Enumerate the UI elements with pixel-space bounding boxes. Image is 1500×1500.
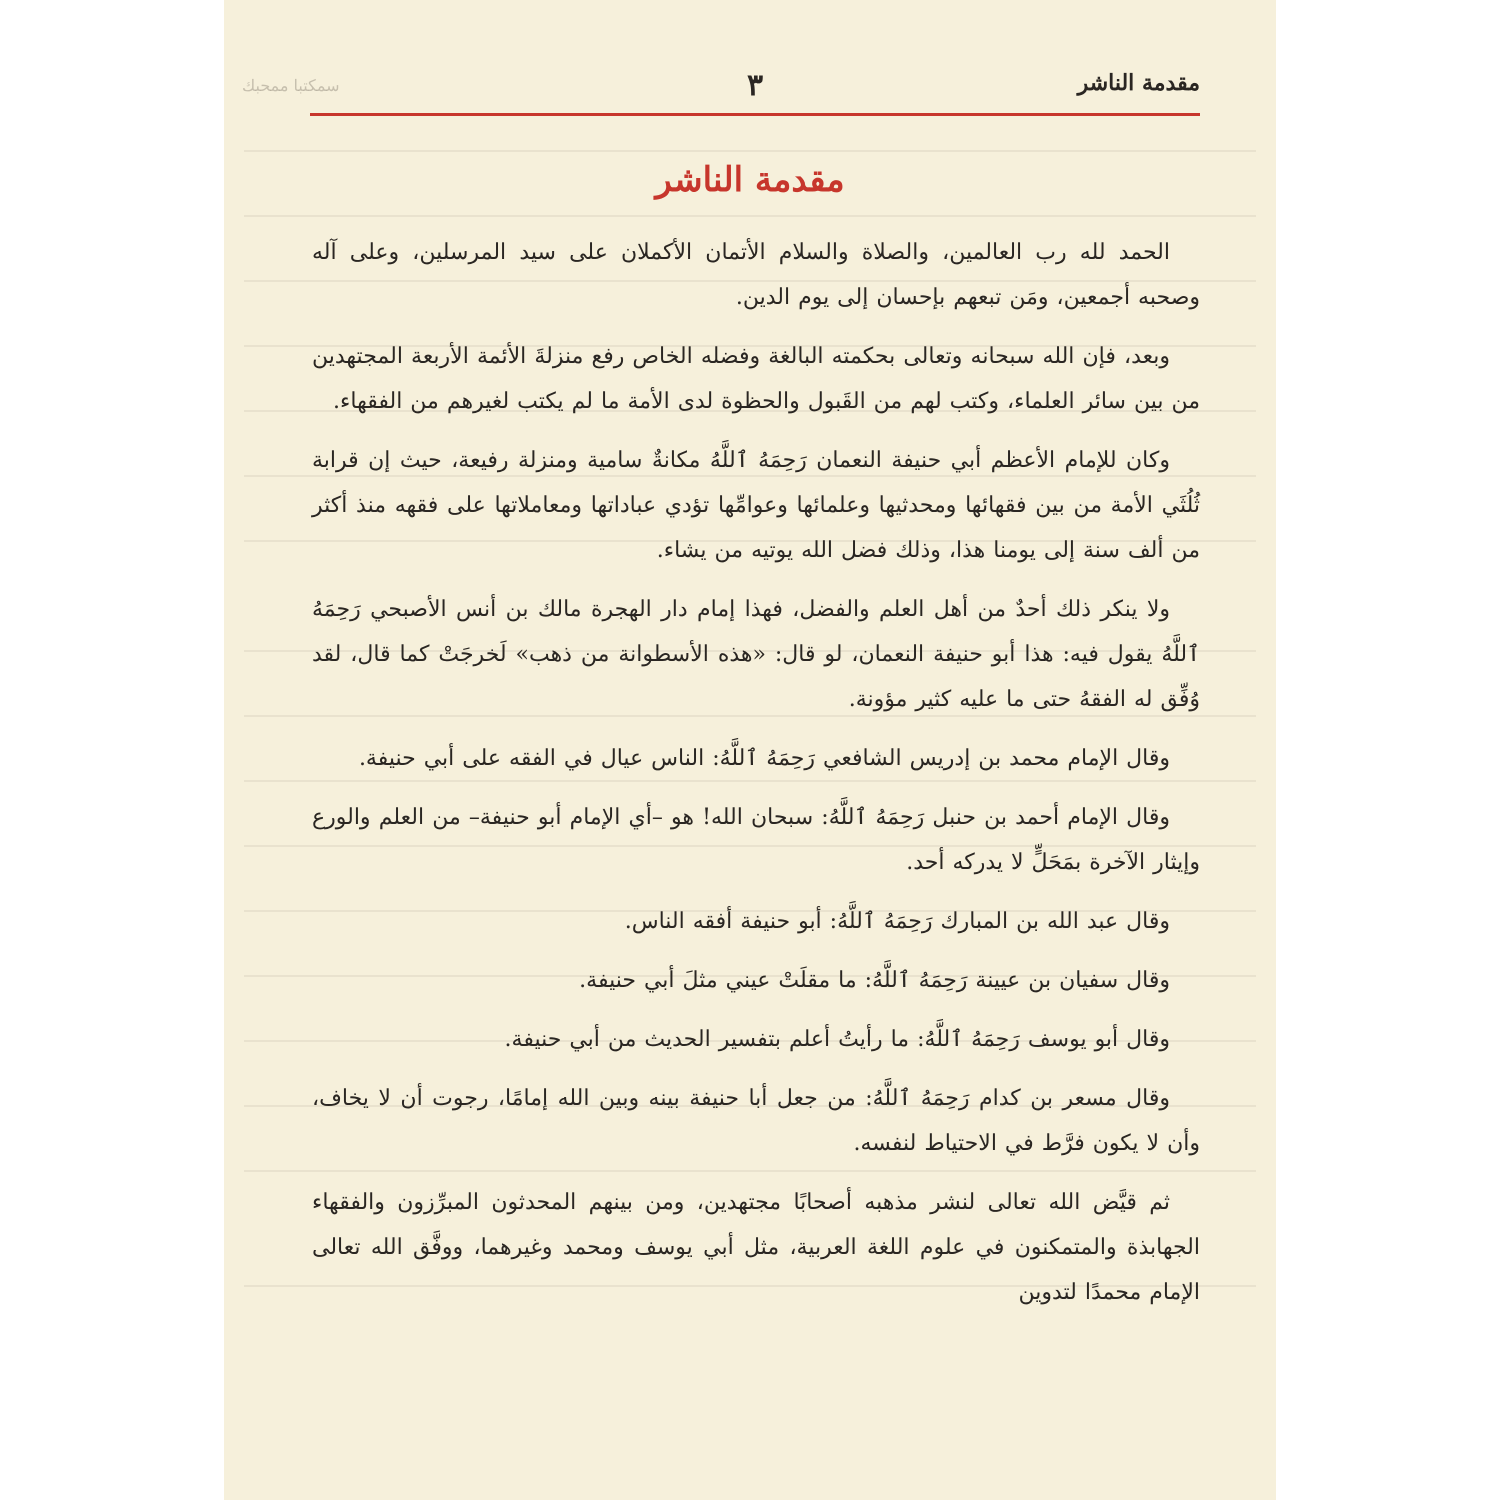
running-header-title: مقدمة الناشر <box>1077 70 1200 96</box>
body-text <box>312 230 1200 1329</box>
show-through-line <box>244 215 1256 217</box>
paragraph: وبعد، فإن الله سبحانه وتعالى بحكمته البالغة وفضله الخاص رفع منزلةَ الأئمة الأربعة المجتهدين من بين سائر العلماء، وكتب لهم من القَبول والحظوة لدى الأمة ما لم يكتب لغيرهم من الفقهاء. <box>312 344 1200 414</box>
paragraph: ولا ينكر ذلك أحدٌ من أهل العلم والفضل، فهذا إمام دار الهجرة مالك بن أنس الأصبحي رَحِمَهُ ٱللَّهُ يقول فيه: هذا أبو حنيفة النعمان، لو قال: «هذه الأسطوانة من ذهب» لَخرجَتْ كما قال، لقد وُفِّق له الفقهُ حتى ما عليه كثير مؤونة. <box>312 597 1200 712</box>
paragraph: الحمد لله رب العالمين، والصلاة والسلام الأتمان الأكملان على سيد المرسلين، وعلى آله وصحبه أجمعين، ومَن تبعهم بإحسان إلى يوم الدين. <box>312 240 1200 310</box>
show-through-header-text: سمكتبا ممحبك <box>242 76 340 95</box>
paragraph: وقال الإمام محمد بن إدريس الشافعي رَحِمَهُ ٱللَّهُ: الناس عيال في الفقه على أبي حنيفة. <box>358 746 1170 771</box>
paragraph: وقال أبو يوسف رَحِمَهُ ٱللَّهُ: ما رأيتُ أعلم بتفسير الحديث من أبي حنيفة. <box>504 1027 1170 1052</box>
paragraph: وقال مسعر بن كدام رَحِمَهُ ٱللَّهُ: من جعل أبا حنيفة بينه وبين الله إمامًا، رجوت أن لا يخاف، وأن لا يكون فرَّط في الاحتياط لنفسه. <box>312 1086 1200 1156</box>
page-number: ٣ <box>746 68 764 103</box>
paragraph: ثم قيَّض الله تعالى لنشر مذهبه أصحابًا مجتهدين، ومن بينهم المحدثون المبرِّزون والفقهاء الجهابذة والمتمكنون في علوم اللغة العربية، مثل أبي يوسف ومحمد وغيرهما، ووفَّق الله تعالى الإمام محمدًا لتدوين <box>312 1190 1200 1305</box>
paragraph: وقال الإمام أحمد بن حنبل رَحِمَهُ ٱللَّهُ: سبحان الله! هو –أي الإمام أبو حنيفة– من العلم والورع وإيثار الآخرة بمَحَلٍّ لا يدركه أحد. <box>312 805 1200 875</box>
header-rule <box>310 113 1200 116</box>
section-title: مقدمة الناشر <box>655 160 845 200</box>
running-header <box>310 68 1200 112</box>
paragraph: وكان للإمام الأعظم أبي حنيفة النعمان رَحِمَهُ ٱللَّهُ مكانةٌ سامية ومنزلة رفيعة، حيث إن قرابة ثُلُثَي الأمة من بين فقهائها ومحدثيها وعلمائها وعوامِّها تؤدي عباداتها ومعاملاتها على فقهه منذ أكثر من ألف سنة إلى يومنا هذا، وذلك فضل الله يوتيه من يشاء. <box>312 448 1200 563</box>
paragraph: وقال سفيان بن عيينة رَحِمَهُ ٱللَّهُ: ما مقلَتْ عيني مثلَ أبي حنيفة. <box>579 968 1170 993</box>
book-page <box>224 0 1276 1500</box>
show-through-line <box>244 150 1256 152</box>
paragraph: وقال عبد الله بن المبارك رَحِمَهُ ٱللَّهُ: أبو حنيفة أفقه الناس. <box>624 909 1170 934</box>
